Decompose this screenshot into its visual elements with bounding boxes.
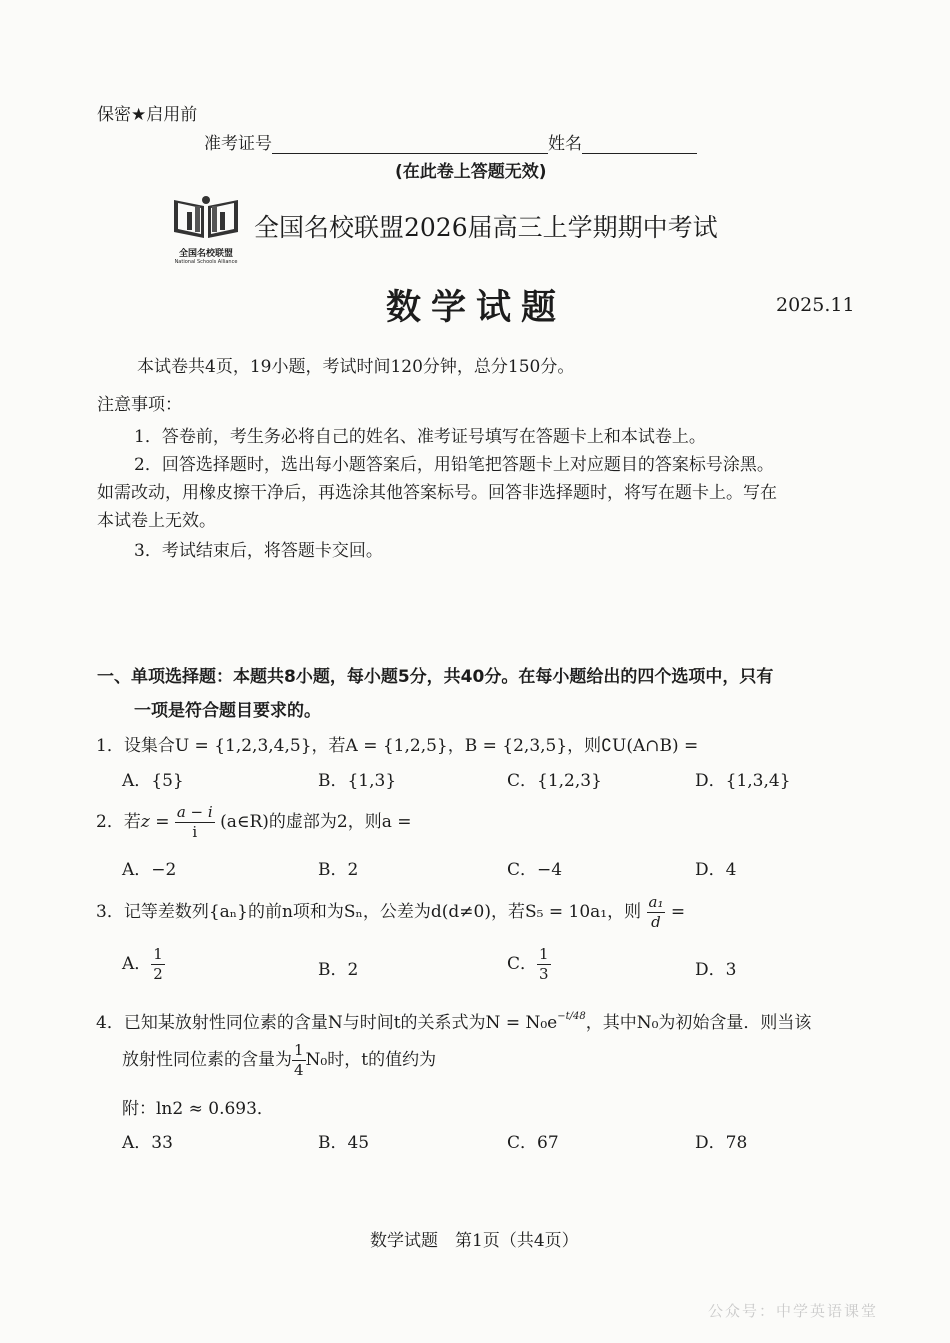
- q2-frac-num: a − i: [176, 803, 213, 821]
- q4-number: 4．: [96, 1013, 124, 1033]
- book-logo-icon: [170, 192, 242, 242]
- q3-option-c-num: 1: [539, 945, 549, 963]
- q3-number: 3．: [96, 902, 124, 922]
- exam-id-field[interactable]: [272, 135, 548, 154]
- q1-option-a[interactable]: A．{5}: [122, 771, 184, 791]
- q2-frac-den: i: [192, 823, 198, 841]
- q4-exponent: −t/48: [557, 1011, 586, 1022]
- q4-hint: 附：ln2 ≈ 0.693．: [122, 1099, 274, 1119]
- q1-number: 1．: [96, 736, 124, 756]
- q2-var: z =: [140, 812, 170, 832]
- note-item: 2．回答选择题时，选出每小题答案后，用铅笔把答题卡上对应题目的答案标号涂黑。: [134, 455, 774, 475]
- q2-option-c[interactable]: C．−4: [507, 860, 563, 880]
- note-item: 本试卷上无效。: [97, 511, 216, 531]
- exam-id-label: 准考证号: [204, 134, 272, 154]
- question-3: [96, 890, 685, 934]
- page-footer: 数学试题 第1页（共4页）: [370, 1231, 579, 1251]
- q3-option-c-fraction: [537, 947, 551, 982]
- q4-line2-a: 放射性同位素的含量为: [122, 1050, 292, 1070]
- exam-id-row: [204, 129, 697, 154]
- logo-cn-name: 全国名校联盟: [178, 249, 233, 259]
- q4-option-b[interactable]: B．45: [318, 1133, 370, 1153]
- subject-title: 数学试题: [386, 288, 567, 328]
- confidential-label: 保密★启用前: [97, 105, 198, 125]
- question-2: [96, 800, 412, 844]
- watermark: 公众号：中学英语课堂: [708, 1302, 879, 1320]
- q2-post: (a∈R)的虚部为2，则a =: [220, 812, 412, 832]
- exam-date: 2025.11: [776, 294, 855, 316]
- q2-number: 2．: [96, 812, 124, 832]
- note-item: 3．考试结束后，将答题卡交回。: [134, 541, 383, 561]
- q3-fraction: [647, 895, 666, 930]
- q3-text: 记等差数列{aₙ}的前n项和为Sₙ，公差为d(d≠0)，若S₅ = 10a₁，则: [123, 902, 642, 922]
- q4-option-c[interactable]: C．67: [507, 1133, 559, 1153]
- q1-option-c[interactable]: C．{1,2,3}: [507, 771, 602, 791]
- q4-line1-a: 已知某放射性同位素的含量N与时间t的关系式为N = N₀e: [123, 1013, 558, 1033]
- logo-en-name: National Schools Alliance: [174, 259, 238, 265]
- q3-option-c[interactable]: [507, 944, 551, 984]
- q4-line1-b: ，其中N₀为初始含量．则当该: [585, 1013, 812, 1033]
- q4-option-d[interactable]: D．78: [695, 1133, 748, 1153]
- q3-option-a[interactable]: [122, 944, 165, 984]
- q3-option-d[interactable]: D．3: [695, 960, 737, 980]
- exam-intro: 本试卷共4页，19小题，考试时间120分钟，总分150分。: [137, 357, 575, 377]
- q4-option-a[interactable]: A．33: [122, 1133, 173, 1153]
- q4-line2-b: N₀时，t的值约为: [305, 1050, 437, 1070]
- question-1: [96, 731, 698, 756]
- notes-heading: 注意事项：: [97, 395, 182, 415]
- alliance-logo: [170, 192, 242, 264]
- q1-option-d[interactable]: D．{1,3,4}: [695, 771, 791, 791]
- q3-tail: =: [670, 902, 686, 922]
- q3-option-b[interactable]: B．2: [318, 960, 359, 980]
- note-item: 如需改动，用橡皮擦干净后，再选涂其他答案标号。回答非选择题时，将写在题卡上。写在: [97, 483, 777, 503]
- q1-text: 设集合U = {1,2,3,4,5}，若A = {1,2,5}，B = {2,3,5}，则∁U(A∩B) =: [123, 736, 699, 756]
- section1-heading-cont: 一项是符合题目要求的。: [134, 701, 321, 721]
- exam-title: 全国名校联盟2026届高三上学期期中考试: [254, 213, 718, 242]
- q2-option-b[interactable]: B．2: [318, 860, 359, 880]
- q2-pre: 若: [123, 812, 141, 832]
- q2-option-a[interactable]: A．−2: [122, 860, 177, 880]
- q3-option-a-label: A．: [122, 954, 152, 974]
- q4-frac-den: 4: [294, 1061, 304, 1079]
- q3-option-a-fraction: [151, 947, 165, 982]
- note-item: 1．答卷前，考生务必将自己的姓名、准考证号填写在答题卡上和本试卷上。: [134, 427, 706, 447]
- q3-frac-num: a₁: [648, 893, 664, 911]
- q1-option-b[interactable]: B．{1,3}: [318, 771, 397, 791]
- question-4-line1: [96, 1008, 811, 1033]
- q3-frac-den: d: [651, 913, 661, 931]
- q3-option-c-label: C．: [507, 954, 538, 974]
- q2-option-d[interactable]: D．4: [695, 860, 737, 880]
- section1-heading: 一、单项选择题：本题共8小题，每小题5分，共40分。在每小题给出的四个选项中，只有: [97, 667, 774, 687]
- name-label: 姓名: [548, 134, 582, 154]
- q3-option-a-num: 1: [153, 945, 163, 963]
- invalid-note: (在此卷上答题无效): [395, 162, 547, 182]
- q3-option-c-den: 3: [539, 965, 549, 983]
- q2-fraction: [175, 805, 215, 840]
- q4-fraction: [292, 1043, 306, 1078]
- q3-option-a-den: 2: [153, 965, 163, 983]
- question-4-line2: [122, 1038, 436, 1082]
- name-field[interactable]: [582, 135, 697, 154]
- q4-frac-num: 1: [294, 1041, 304, 1059]
